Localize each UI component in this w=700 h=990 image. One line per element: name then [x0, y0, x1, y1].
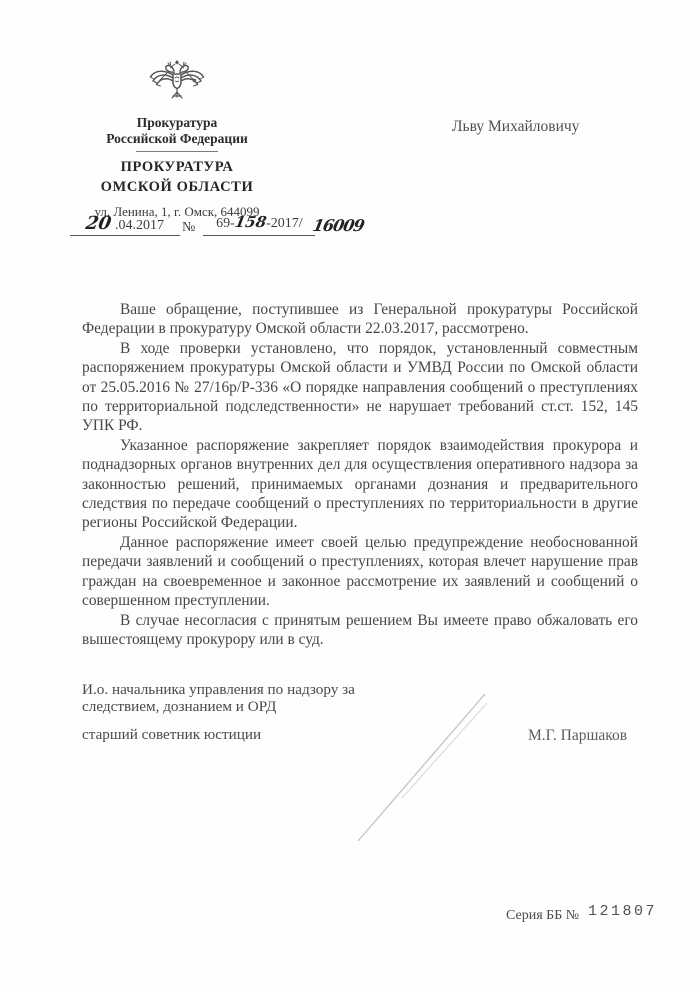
- signer-position-line2: следствием, дознанием и ОРД: [82, 697, 277, 715]
- series-number: 121807: [588, 903, 658, 920]
- letter-body: [82, 300, 638, 649]
- org-parent-line2: Российской Федерации: [106, 131, 248, 146]
- series-label: Серия ББ №: [506, 908, 580, 923]
- signer-position: [82, 682, 412, 715]
- date-number-line: [70, 213, 370, 239]
- org-name-line2: ОМСКОЙ ОБЛАСТИ: [100, 179, 254, 195]
- org-parent-line1: Прокуратура: [136, 115, 218, 130]
- signer-name: М.Г. Паршаков: [528, 727, 628, 744]
- number-prefix: 69-: [216, 216, 235, 231]
- letterhead: [62, 58, 292, 220]
- paragraph: В ходе проверки установлено, что порядок, установленный совместным распоряжением прокуратуры Омской области и УМВД России по Омской области от 25.05.2016 № 27/16р/Р-336 «О порядке направления сообщений о преступлениях по территориальной подследственности» не нарушает требований ст.ст. 152, 145 УПК РФ.: [82, 339, 638, 435]
- org-name: [62, 157, 292, 197]
- letterhead-divider: [136, 151, 218, 152]
- org-address: ул. Ленина, 1, г. Омск, 644099: [94, 204, 260, 219]
- number-field: [203, 213, 315, 236]
- org-name-line1: ПРОКУРАТУРА: [120, 159, 234, 175]
- signer-rank: старший советник юстиции: [82, 726, 262, 743]
- paragraph: Ваше обращение, поступившее из Генеральной прокуратуры Российской Федерации в прокуратуру Омской области 22.03.2017, рассмотрено.: [82, 301, 638, 338]
- number-sign: №: [182, 220, 196, 235]
- signer-position-line1: И.о. начальника управления по надзору за: [82, 681, 355, 698]
- printed-date: .04.2017: [115, 218, 165, 233]
- addressee-name: Льву Михайловичу: [452, 118, 580, 135]
- org-parent-name: [62, 115, 292, 147]
- paragraph: Указанное распоряжение закрепляет порядок взаимодействия прокурора и поднадзорных органов внутренних дел для осуществления оперативного надзора за законностью решений, принимаемых органами дознания и предварительного следствия по передаче сообщений о преступлениях по территориальности в другие регионы Российской Федерации.: [82, 436, 638, 532]
- paragraph: Данное распоряжение имеет своей целью предупреждение необоснованной передачи заявлений и сообщений о преступлениях, которая влечет нарушение прав граждан на своевременное и законное рассмотрение их заявлений и сообщений о совершенном преступлении.: [82, 533, 638, 610]
- date-field: [70, 213, 180, 236]
- handwritten-number-end: 16009: [311, 216, 366, 235]
- number-suffix: -2017/: [266, 216, 303, 231]
- russian-coat-of-arms-icon: [147, 58, 207, 111]
- handwritten-day: 20: [84, 213, 113, 234]
- handwritten-number-mid: 158: [233, 213, 268, 231]
- paragraph: В случае несогласия с принятым решением Вы имеете право обжаловать его вышестоящему прокурору или в суд.: [82, 611, 638, 648]
